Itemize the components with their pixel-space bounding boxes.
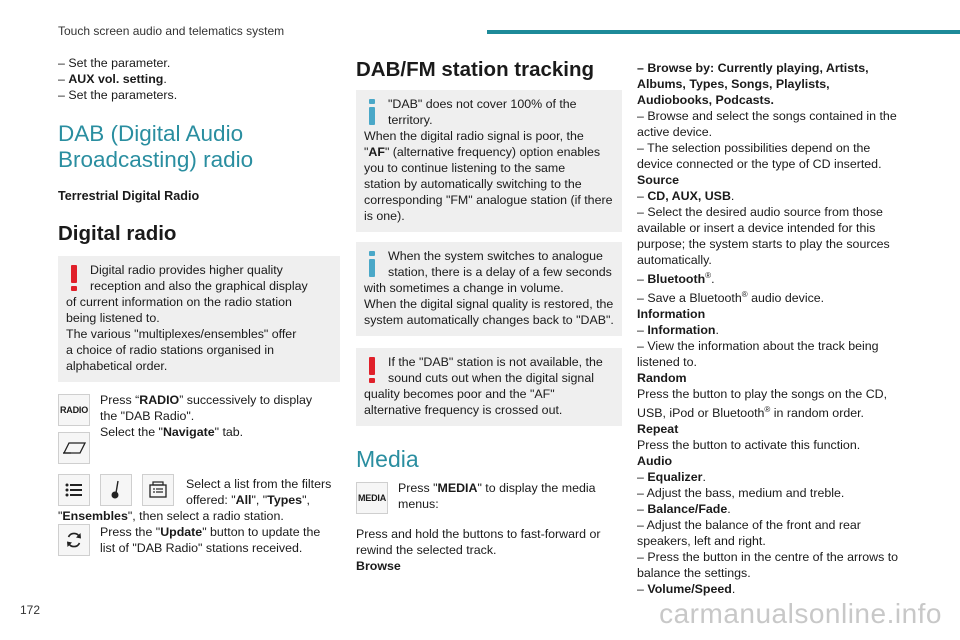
repeat-heading: Repeat [637,422,679,437]
information-heading: Information [637,307,706,322]
filters-text-line-2: offered: "All", "Types", [186,493,310,507]
centre-line-1: – Press the button in the centre of the arrows to [637,550,899,565]
random-heading: Random [637,371,687,386]
browse-heading: Browse [356,559,401,573]
info-line-1: – View the information about the track being [637,339,879,354]
browse-line-1: – Browse and select the songs contained in the [637,109,897,123]
column-1 [58,55,340,556]
radio-text-line-2: the "DAB Radio". [100,409,195,423]
warning-exclamation-icon [68,265,80,291]
radio-text-line-3: Select the "Navigate" tab. [100,425,244,439]
media-button-icon[interactable]: MEDIA [356,482,388,514]
equalizer-line: – Equalizer. [637,470,706,485]
selection-line-1: – The selection possibilities depend on the [637,141,871,155]
watermark: carmanualsonline.info [659,598,942,629]
filters-instruction [58,474,340,524]
balance-detail-line-2: speakers, left and right. [637,534,766,549]
information-bold-line: – Information. [637,323,719,338]
header-accent-bar [487,30,960,34]
source-bold-line: – CD, AUX, USB. [637,189,735,203]
browse-by-line-2: Albums, Types, Songs, Playlists, [637,77,830,91]
radio-instruction [58,392,340,470]
eq-detail-line: – Adjust the bass, medium and treble. [637,486,845,501]
save-bluetooth-line: – Save a Bluetooth® audio device. [637,290,825,306]
browse-by-line-1: – Browse by: Currently playing, Artists, [637,61,869,75]
ensembles-filter-icon[interactable] [142,474,174,506]
source-heading: Source [637,173,680,187]
intro-line-2: – AUX vol. setting. [58,72,167,86]
media-instruction [356,480,622,516]
volume-line: – Volume/Speed. [637,582,736,597]
digital-radio-heading: Digital radio [58,222,177,245]
column-2 [356,58,622,574]
tracking-info-box-1: "DAB" does not cover 100% of the territory. When the digital radio signal is poor, the "AF" (alternative frequency) option enables you to continue listening to the same station by automatically switching to the corresponding "FM" analogue station (if there is one). [356,90,622,232]
update-instruction [58,524,340,556]
filters-text-line-1: Select a list from the filters [186,477,332,491]
balance-line: – Balance/Fade. [637,502,731,517]
radio-text-line-1: Press “RADIO” successively to display [100,393,313,407]
dab-unavailable-warning-box: If the "DAB" station is not available, the sound cuts out when the digital signal quality becomes poor and the "AF" alternative frequency is crossed out. [356,348,622,426]
info-line-2: listened to. [637,355,697,370]
warning-exclamation-icon [366,357,378,383]
selection-line-2: device connected or the type of CD inserted. [637,157,882,171]
digital-radio-warning-box: Digital radio provides higher quality reception and also the graphical display of current information on the radio station being listened to. The various "multiplexes/ensembles" offer a choice of radio stations organised in alphabetical order. [58,256,340,382]
browse-line-2: active device. [637,125,713,139]
update-text-line-1: Press the "Update" button to update the [100,525,321,539]
update-text-line-2: list of "DAB Radio" stations received. [100,541,303,555]
info-icon [366,251,378,277]
radio-button-icon[interactable]: RADIO [58,394,90,426]
repeat-line: Press the button to activate this function. [637,438,861,453]
update-refresh-icon[interactable] [58,524,90,556]
dab-section-title: DAB (Digital Audio Broadcasting) radio [58,121,254,172]
list-filter-icon[interactable] [58,474,90,506]
types-filter-icon[interactable] [100,474,132,506]
media-text-line-2: menus: [398,497,439,511]
source-line-2: available or insert a device intended for this [637,221,876,235]
centre-line-2: balance the settings. [637,566,751,581]
media-text-line-1: Press "MEDIA" to display the media [398,481,596,495]
page-header-title: Touch screen audio and telematics system [58,24,285,38]
bluetooth-line: – Bluetooth®. [637,271,715,287]
press-hold-text: Press and hold the buttons to fast-forward or rewind the selected track. Browse [356,526,622,574]
source-line-1: – Select the desired audio source from those [637,205,883,219]
af-option-line: "AF" (alternative frequency) option enables [364,145,601,159]
tracking-heading: DAB/FM station tracking [356,58,595,81]
column-3 [637,60,903,597]
page-number: 172 [20,603,41,617]
balance-detail-line-1: – Adjust the balance of the front and rear [637,518,861,533]
tracking-info-box-2: When the system switches to analogue station, there is a delay of a few seconds with sometimes a change in volume. When the digital signal quality is restored, the system automatically changes back to "DAB". [356,242,622,336]
random-line-1: Press the button to play the songs on the CD, [637,387,888,402]
intro-line-3: – Set the parameters. [58,88,178,102]
random-line-2: USB, iPod or Bluetooth® in random order. [637,405,864,421]
media-section-title: Media [356,446,419,472]
source-line-4: automatically. [637,253,712,267]
intro-line-1: – Set the parameter. [58,56,171,70]
source-line-3: purpose; the system starts to play the sources [637,237,890,251]
audio-heading: Audio [637,454,673,469]
info-icon [366,99,378,125]
browse-by-line-3: Audiobooks, Podcasts. [637,93,775,107]
navigate-tab-icon[interactable] [58,432,90,464]
terrestrial-heading: Terrestrial Digital Radio [58,189,200,203]
filters-text-line-3: "Ensembles", then select a radio station. [58,509,284,523]
